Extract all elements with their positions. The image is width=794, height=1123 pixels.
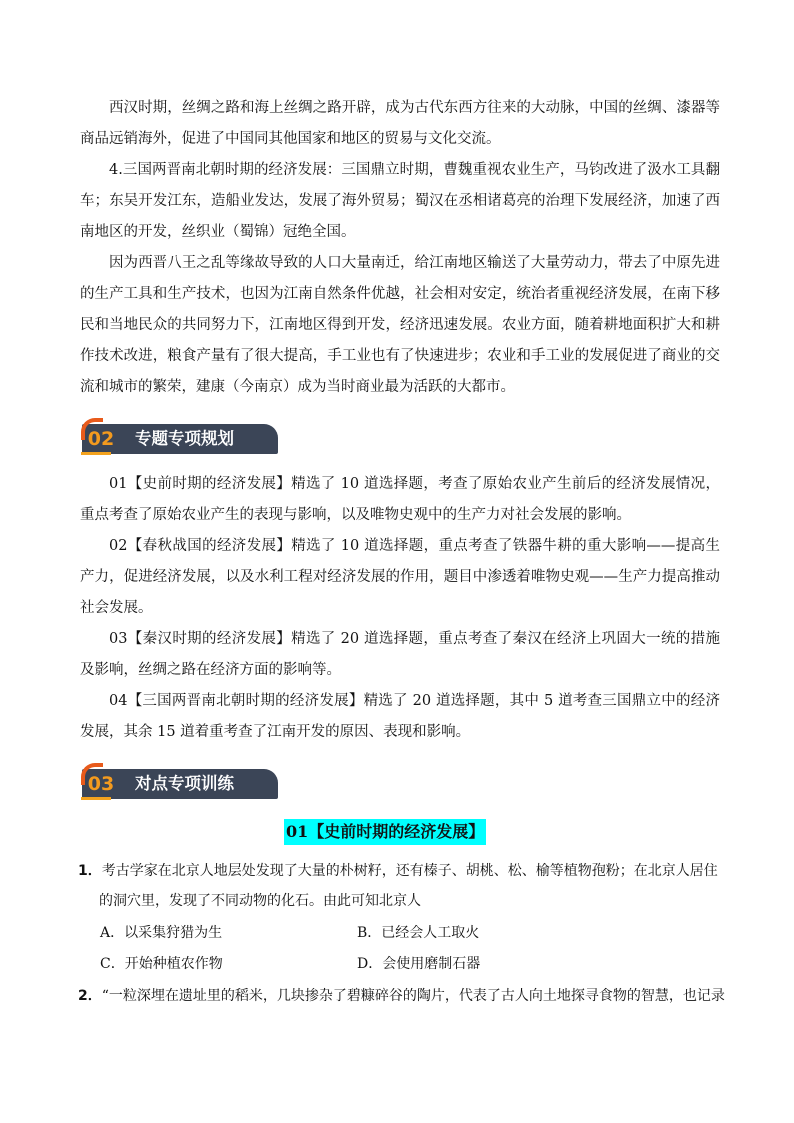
question-2-line-1	[78, 981, 725, 1011]
question-1-number: 1．	[78, 863, 102, 879]
section-number: 02	[87, 428, 115, 450]
intro-paragraph-1: 西汉时期，丝绸之路和海上丝绸之路开辟，成为古代东西方往来的大动脉，中国的丝绸、漆器等商品远销海外，促进了中国同其他国家和地区的贸易与文化交流。	[80, 100, 720, 147]
section-badge-underline	[81, 797, 111, 800]
section-number: 03	[87, 773, 115, 795]
question-1-option-b[interactable]: B．已经会人工取火	[357, 925, 480, 941]
plan-paragraph-02: 02【春秋战国的经济发展】精选了 10 道选择题，重点考查了铁器牛耕的重大影响——提高生产力，促进经济发展，以及水利工程对经济发展的作用，题目中渗透着唯物史观——生产力提高推动社会发展。	[80, 538, 720, 616]
plan-paragraph-04: 04【三国两晋南北朝时期的经济发展】精选了 20 道选择题，其中 5 道考查三国鼎立中的经济发展，其余 15 道着重考查了江南开发的原因、表现和影响。	[80, 693, 720, 740]
plan-paragraph-01: 01【史前时期的经济发展】精选了 10 道选择题，考查了原始农业产生前后的经济发展情况，重点考查了原始农业产生的表现与影响，以及唯物史观中的生产力对社会发展的影响。	[80, 476, 720, 523]
topic-heading-highlighted: 01【史前时期的经济发展】	[284, 819, 486, 845]
question-1-stem-part-2: 的洞穴里，发现了不同动物的化石。由此可知北京人	[99, 893, 421, 909]
question-1-option-a[interactable]: A．以采集狩猎为生	[100, 925, 223, 941]
question-2-number: 2．	[78, 988, 102, 1004]
section-title: 对点专项训练	[135, 774, 234, 793]
intro-paragraph-3: 因为西晋八王之乱等缘故导致的人口大量南迁，给江南地区输送了大量劳动力，带去了中原先进的生产工具和生产技术，也因为江南自然条件优越，社会相对安定，统治者重视经济发展，在南下移民和当地民众的共同努力下，江南地区得到开发，经济迅速发展。农业方面，随着耕地面积扩大和耕作技术改进，粮食产量有了很大提高，手工业也有了快速进步；农业和手工业的发展促进了商业的交流和城市的繁荣，建康（今南京）成为当时商业最为活跃的大都市。	[80, 255, 720, 395]
section-badge-underline	[81, 452, 111, 455]
section-title: 专题专项规划	[135, 429, 234, 448]
plan-paragraph-03: 03【秦汉时期的经济发展】精选了 20 道选择题，重点考查了秦汉在经济上巩固大一统的措施及影响，丝绸之路在经济方面的影响等。	[80, 631, 720, 678]
question-1-stem-part-1: 考古学家在北京人地层处发现了大量的朴树籽，还有榛子、胡桃、松、榆等植物孢粉；在北京人居住	[101, 863, 718, 879]
question-2-stem-part-1: “一粒深埋在遗址里的稻米，几块掺杂了碧糠碎谷的陶片，代表了古人向土地探寻食物的智慧，也记录	[101, 988, 725, 1004]
question-1-line-1	[78, 856, 718, 886]
question-1-option-d[interactable]: D．会使用磨制石器	[357, 956, 481, 972]
question-1-option-c[interactable]: C．开始种植农作物	[100, 956, 223, 972]
intro-paragraph-2: 4.三国两晋南北朝时期的经济发展：三国鼎立时期，曹魏重视农业生产，马钧改进了汲水工具翻车；东吴开发江东，造船业发达，发展了海外贸易；蜀汉在丞相诸葛亮的治理下发展经济，加速了西南地区的开发，丝织业（蜀锦）冠绝全国。	[80, 162, 720, 240]
